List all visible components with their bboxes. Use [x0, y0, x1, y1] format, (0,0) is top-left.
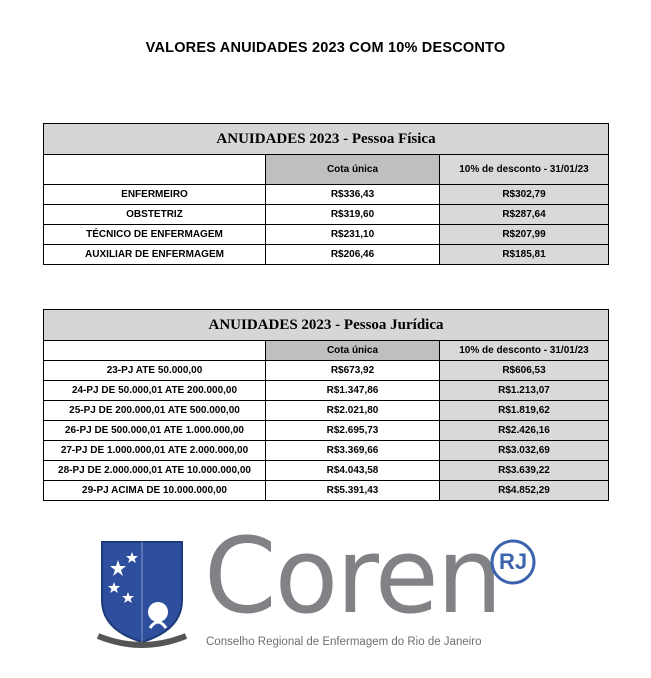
table-row: [44, 381, 609, 401]
desconto-value: R$287,64: [440, 205, 609, 225]
desconto-value: R$3.639,22: [440, 461, 609, 481]
coren-shield-icon: [96, 538, 188, 648]
desconto-value: R$1.213,07: [440, 381, 609, 401]
rj-badge: [489, 538, 537, 586]
row-label: AUXILIAR DE ENFERMAGEM: [44, 245, 266, 265]
cota-unica-value: R$3.369,66: [266, 441, 440, 461]
row-label: OBSTETRIZ: [44, 205, 266, 225]
row-label: TÉCNICO DE ENFERMAGEM: [44, 225, 266, 245]
table-caption: ANUIDADES 2023 - Pessoa Jurídica: [44, 310, 609, 341]
table-pessoa-juridica: [43, 309, 609, 501]
table-row: [44, 481, 609, 501]
brand-name: Coren: [204, 515, 501, 637]
table-row: [44, 461, 609, 481]
cota-unica-value: R$2.695,73: [266, 421, 440, 441]
header-blank: [44, 341, 266, 361]
header-cota-unica: Cota única: [266, 341, 440, 361]
header-cota-unica: Cota única: [266, 155, 440, 185]
desconto-value: R$185,81: [440, 245, 609, 265]
desconto-value: R$1.819,62: [440, 401, 609, 421]
cota-unica-value: R$231,10: [266, 225, 440, 245]
cota-unica-value: R$206,46: [266, 245, 440, 265]
table-row: [44, 421, 609, 441]
header-desconto: 10% de desconto - 31/01/23: [440, 341, 609, 361]
row-label: 27-PJ DE 1.000.000,01 ATE 2.000.000,00: [44, 441, 266, 461]
desconto-value: R$606,53: [440, 361, 609, 381]
cota-unica-value: R$673,92: [266, 361, 440, 381]
cota-unica-value: R$5.391,43: [266, 481, 440, 501]
row-label: 26-PJ DE 500.000,01 ATE 1.000.000,00: [44, 421, 266, 441]
table-row: [44, 205, 609, 225]
logo-tagline: Conselho Regional de Enfermagem do Rio de Janeiro: [206, 636, 482, 648]
table-row: [44, 245, 609, 265]
row-label: ENFERMEIRO: [44, 185, 266, 205]
row-label: 29-PJ ACIMA DE 10.000.000,00: [44, 481, 266, 501]
row-label: 28-PJ DE 2.000.000,01 ATE 10.000.000,00: [44, 461, 266, 481]
header-desconto: 10% de desconto - 31/01/23: [440, 155, 609, 185]
table-pessoa-fisica: [43, 123, 609, 265]
cota-unica-value: R$319,60: [266, 205, 440, 225]
page-title: VALORES ANUIDADES 2023 COM 10% DESCONTO: [145, 40, 506, 56]
header-blank: [44, 155, 266, 185]
cota-unica-value: R$2.021,80: [266, 401, 440, 421]
table-row: [44, 401, 609, 421]
row-label: 23-PJ ATE 50.000,00: [44, 361, 266, 381]
cota-unica-value: R$336,43: [266, 185, 440, 205]
desconto-value: R$207,99: [440, 225, 609, 245]
row-label: 24-PJ DE 50.000,01 ATE 200.000,00: [44, 381, 266, 401]
table-row: [44, 225, 609, 245]
row-label: 25-PJ DE 200.000,01 ATE 500.000,00: [44, 401, 266, 421]
desconto-value: R$302,79: [440, 185, 609, 205]
desconto-value: R$2.426,16: [440, 421, 609, 441]
table-caption: ANUIDADES 2023 - Pessoa Física: [44, 124, 609, 155]
table-row: [44, 361, 609, 381]
cota-unica-value: R$1.347,86: [266, 381, 440, 401]
coren-rj-logo: [96, 515, 556, 660]
cota-unica-value: R$4.043,58: [266, 461, 440, 481]
rj-badge-label: RJ: [498, 549, 528, 574]
desconto-value: R$3.032,69: [440, 441, 609, 461]
table-row: [44, 185, 609, 205]
desconto-value: R$4.852,29: [440, 481, 609, 501]
table-row: [44, 441, 609, 461]
